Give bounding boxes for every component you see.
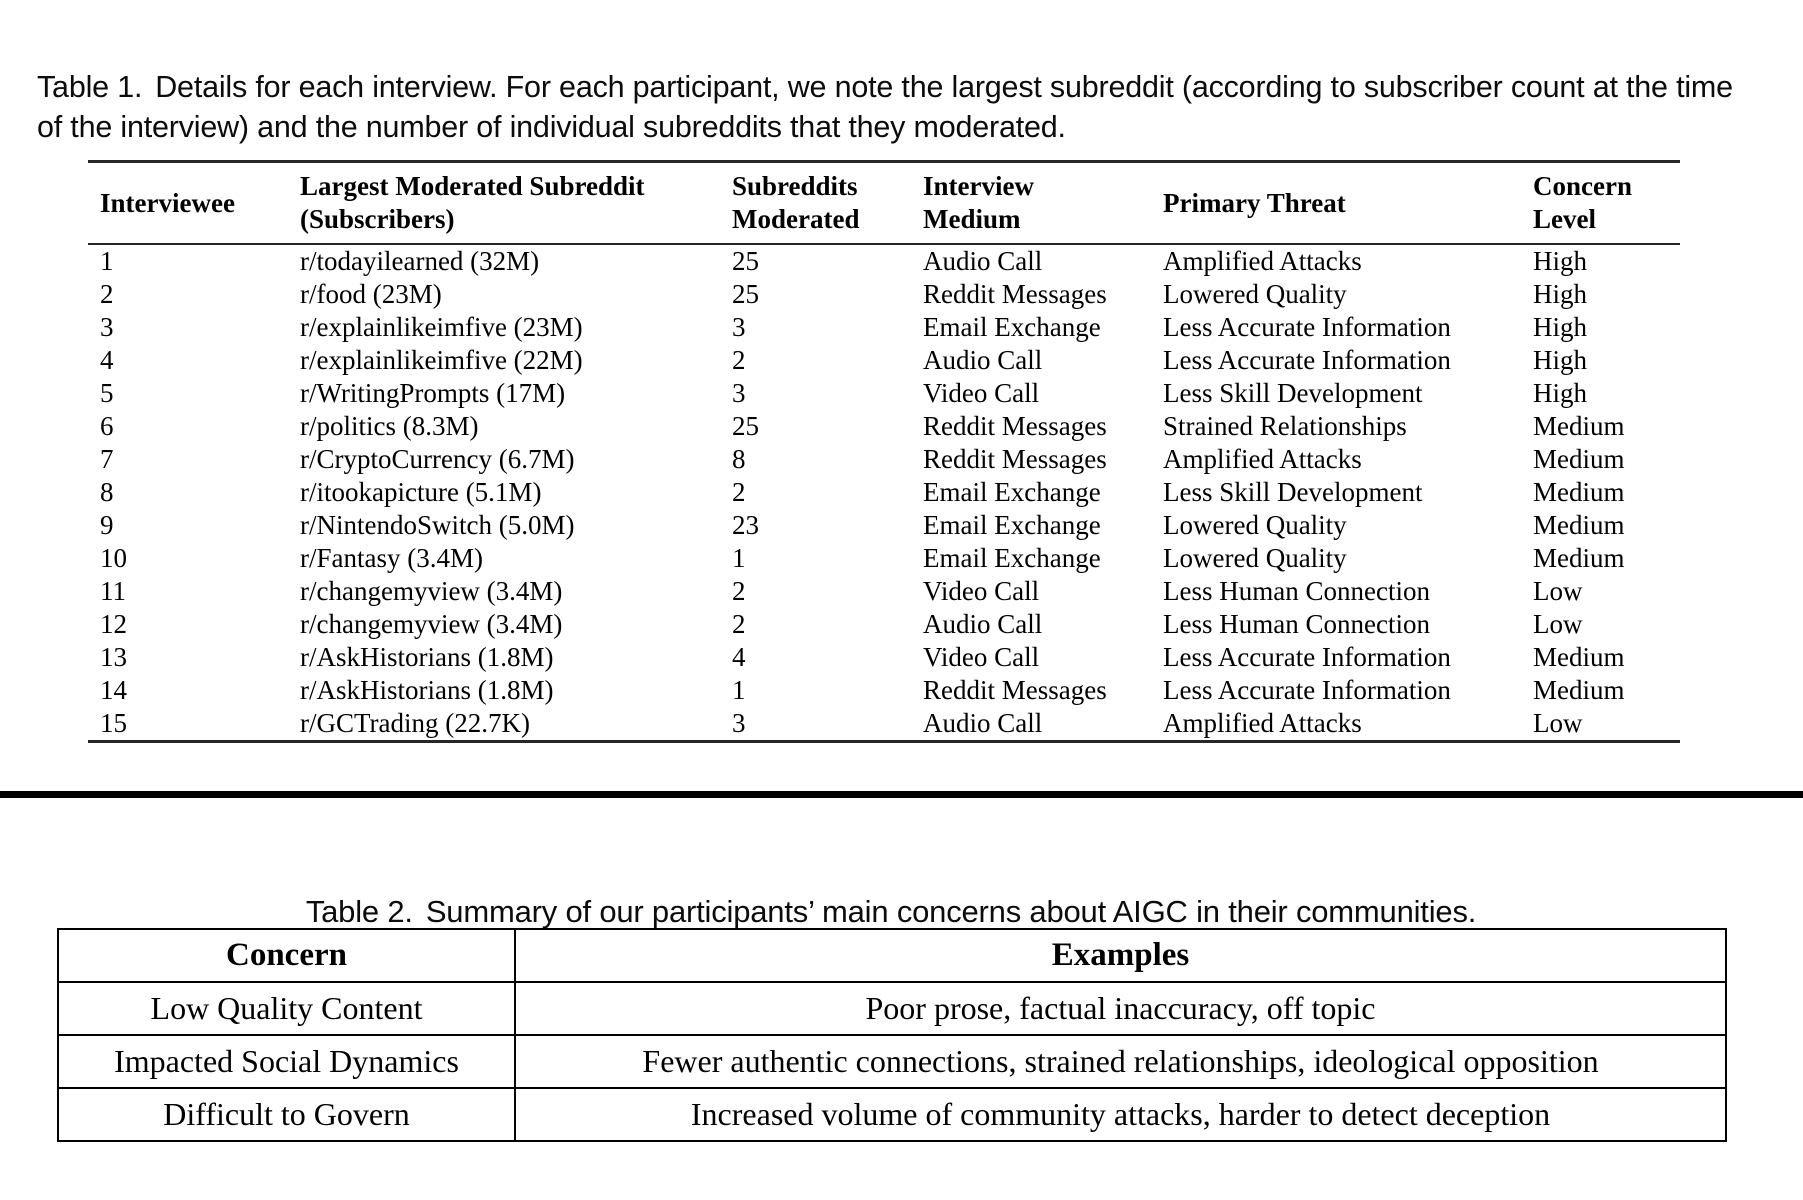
table2-caption [57, 893, 1725, 931]
t1-header-3 [923, 162, 1163, 245]
t1-cell-4-0: 5 [100, 378, 114, 408]
t1-cell-14-5: Low [1533, 708, 1583, 738]
t1-cell-8-1: r/NintendoSwitch (5.0M) [300, 510, 575, 540]
t1-header-line: Interviewee [100, 187, 235, 218]
t1-cell-4-3: Video Call [923, 378, 1040, 408]
t1-cell-0-3: Audio Call [923, 246, 1043, 276]
t1-cell-3-2: 2 [732, 345, 746, 375]
t1-cell-8-5: Medium [1533, 510, 1625, 540]
table2-caption-text: Summary of our participants’ main concerns about AIGC in their communities. [425, 894, 1477, 929]
t1-cell-11-1: r/changemyview (3.4M) [300, 609, 563, 639]
table1-caption-text: Details for each interview. For each participant, we note the largest subreddit (according to subscriber count at the time of the interview) and the number of individual subreddits that they moderated. [37, 69, 1733, 144]
concerns-table-header-row [58, 929, 1726, 982]
t1-cell-11-3: Audio Call [923, 609, 1043, 639]
t1-cell-14-3: Audio Call [923, 708, 1043, 738]
t1-cell-11-2: 2 [732, 609, 746, 639]
t1-row-12 [88, 641, 1680, 674]
t1-cell-0-4: Amplified Attacks [1163, 246, 1362, 276]
t1-cell-3-1: r/explainlikeimfive (22M) [300, 345, 583, 375]
t1-cell-5-5: Medium [1533, 411, 1625, 441]
t2-row-0 [58, 982, 1726, 1035]
t1-header-5 [1533, 162, 1680, 245]
t1-cell-1-5: High [1533, 279, 1587, 309]
t1-cell-10-3: Video Call [923, 576, 1040, 606]
t1-row-9 [88, 542, 1680, 575]
interview-table [88, 160, 1680, 743]
t1-cell-13-4: Less Accurate Information [1163, 675, 1451, 705]
t1-header-line: Medium [923, 204, 1021, 234]
t1-row-11 [88, 608, 1680, 641]
t1-cell-13-0: 14 [100, 675, 127, 705]
t2-header-1: Examples [515, 929, 1726, 982]
t1-cell-12-5: Medium [1533, 642, 1625, 672]
t1-cell-12-2: 4 [732, 642, 746, 672]
t1-cell-4-2: 3 [732, 378, 746, 408]
t1-header-line: Concern [1533, 171, 1632, 201]
t1-header-4 [1163, 162, 1533, 245]
t1-cell-1-0: 2 [100, 279, 114, 309]
table2-caption-label: Table 2. [305, 894, 413, 929]
t1-cell-8-4: Lowered Quality [1163, 510, 1347, 540]
table1-caption [37, 67, 1742, 147]
t1-header-line: Moderated [732, 204, 860, 234]
t1-cell-6-5: Medium [1533, 444, 1625, 474]
t1-cell-3-3: Audio Call [923, 345, 1043, 375]
t1-cell-4-4: Less Skill Development [1163, 378, 1423, 408]
t1-cell-1-3: Reddit Messages [923, 279, 1107, 309]
t1-cell-13-2: 1 [732, 675, 746, 705]
t1-cell-10-0: 11 [100, 576, 126, 606]
t1-row-4 [88, 377, 1680, 410]
t1-header-line: Primary Threat [1163, 187, 1346, 218]
t1-cell-7-3: Email Exchange [923, 477, 1101, 507]
t1-row-1 [88, 278, 1680, 311]
t2-cell-2-0: Difficult to Govern [58, 1088, 515, 1141]
t1-cell-0-5: High [1533, 246, 1587, 276]
t1-header-line: Interview [923, 171, 1034, 201]
t1-cell-10-1: r/changemyview (3.4M) [300, 576, 563, 606]
t1-cell-2-3: Email Exchange [923, 312, 1101, 342]
t1-cell-9-0: 10 [100, 543, 127, 573]
t1-row-13 [88, 674, 1680, 707]
t2-header-0: Concern [58, 929, 515, 982]
t2-cell-0-1: Poor prose, factual inaccuracy, off topic [515, 982, 1726, 1035]
t1-cell-1-2: 25 [732, 279, 759, 309]
t1-cell-2-4: Less Accurate Information [1163, 312, 1451, 342]
t1-cell-5-1: r/politics (8.3M) [300, 411, 479, 441]
t2-cell-1-0: Impacted Social Dynamics [58, 1035, 515, 1088]
t1-cell-4-5: High [1533, 378, 1587, 408]
t1-cell-10-2: 2 [732, 576, 746, 606]
t2-cell-0-0: Low Quality Content [58, 982, 515, 1035]
t1-cell-2-0: 3 [100, 312, 114, 342]
t1-cell-0-2: 25 [732, 246, 759, 276]
t1-cell-2-1: r/explainlikeimfive (23M) [300, 312, 583, 342]
t1-cell-1-1: r/food (23M) [300, 279, 442, 309]
concerns-table [57, 928, 1727, 1142]
t1-cell-6-4: Amplified Attacks [1163, 444, 1362, 474]
t1-cell-13-5: Medium [1533, 675, 1625, 705]
t1-cell-9-3: Email Exchange [923, 543, 1101, 573]
t1-cell-8-2: 23 [732, 510, 759, 540]
t1-row-10 [88, 575, 1680, 608]
t2-row-2 [58, 1088, 1726, 1141]
concerns-table-body [58, 982, 1726, 1141]
t1-header-line: Level [1533, 204, 1596, 234]
t1-row-6 [88, 443, 1680, 476]
interview-table-container [88, 160, 1680, 743]
t1-cell-10-5: Low [1533, 576, 1583, 606]
t1-cell-9-2: 1 [732, 543, 746, 573]
t1-cell-6-1: r/CryptoCurrency (6.7M) [300, 444, 575, 474]
t1-cell-14-1: r/GCTrading (22.7K) [300, 708, 531, 738]
t1-cell-14-4: Amplified Attacks [1163, 708, 1362, 738]
t1-cell-7-2: 2 [732, 477, 746, 507]
t1-cell-6-3: Reddit Messages [923, 444, 1107, 474]
t1-cell-7-4: Less Skill Development [1163, 477, 1423, 507]
t1-header-1 [300, 162, 732, 245]
t1-cell-7-0: 8 [100, 477, 114, 507]
t1-cell-6-0: 7 [100, 444, 114, 474]
t1-cell-12-3: Video Call [923, 642, 1040, 672]
t1-cell-9-1: r/Fantasy (3.4M) [300, 543, 483, 573]
t1-cell-13-1: r/AskHistorians (1.8M) [300, 675, 554, 705]
t2-row-1 [58, 1035, 1726, 1088]
section-divider-rule [0, 791, 1803, 798]
t1-row-3 [88, 344, 1680, 377]
t1-cell-5-2: 25 [732, 411, 759, 441]
interview-table-header-row [88, 162, 1680, 245]
t1-cell-3-5: High [1533, 345, 1587, 375]
t2-cell-2-1: Increased volume of community attacks, harder to detect deception [515, 1088, 1726, 1141]
t1-cell-3-4: Less Accurate Information [1163, 345, 1451, 375]
t1-cell-12-1: r/AskHistorians (1.8M) [300, 642, 554, 672]
t1-cell-7-5: Medium [1533, 477, 1625, 507]
table1-caption-label: Table 1. [37, 69, 143, 104]
t1-cell-14-0: 15 [100, 708, 127, 738]
t1-cell-2-2: 3 [732, 312, 746, 342]
t1-header-line: (Subscribers) [300, 204, 455, 234]
t1-header-0 [88, 162, 300, 245]
t1-header-2 [732, 162, 923, 245]
t1-header-line: Largest Moderated Subreddit [300, 171, 645, 201]
t1-cell-5-4: Strained Relationships [1163, 411, 1407, 441]
t1-cell-5-3: Reddit Messages [923, 411, 1107, 441]
t1-row-2 [88, 311, 1680, 344]
interview-table-head [88, 162, 1680, 245]
t1-cell-7-1: r/itookapicture (5.1M) [300, 477, 542, 507]
interview-table-body [88, 244, 1680, 742]
t1-cell-9-5: Medium [1533, 543, 1625, 573]
t1-cell-12-0: 13 [100, 642, 127, 672]
t1-cell-0-1: r/todayilearned (32M) [300, 246, 540, 276]
concerns-table-head [58, 929, 1726, 982]
t1-row-7 [88, 476, 1680, 509]
t1-cell-6-2: 8 [732, 444, 746, 474]
t1-cell-9-4: Lowered Quality [1163, 543, 1347, 573]
t1-cell-14-2: 3 [732, 708, 746, 738]
t1-cell-0-0: 1 [100, 246, 114, 276]
t1-cell-1-4: Lowered Quality [1163, 279, 1347, 309]
t1-cell-4-1: r/WritingPrompts (17M) [300, 378, 566, 408]
t1-cell-5-0: 6 [100, 411, 114, 441]
t1-row-0 [88, 244, 1680, 278]
t1-row-8 [88, 509, 1680, 542]
t1-row-14 [88, 707, 1680, 742]
t1-cell-11-4: Less Human Connection [1163, 609, 1430, 639]
t1-cell-11-5: Low [1533, 609, 1583, 639]
t1-cell-8-3: Email Exchange [923, 510, 1101, 540]
t1-cell-10-4: Less Human Connection [1163, 576, 1430, 606]
t1-cell-8-0: 9 [100, 510, 114, 540]
t1-cell-3-0: 4 [100, 345, 114, 375]
t2-cell-1-1: Fewer authentic connections, strained relationships, ideological opposition [515, 1035, 1726, 1088]
t1-cell-11-0: 12 [100, 609, 127, 639]
t1-header-line: Subreddits [732, 171, 858, 201]
t1-cell-13-3: Reddit Messages [923, 675, 1107, 705]
t1-row-5 [88, 410, 1680, 443]
t1-cell-12-4: Less Accurate Information [1163, 642, 1451, 672]
concerns-table-container [57, 928, 1725, 1142]
t1-cell-2-5: High [1533, 312, 1587, 342]
